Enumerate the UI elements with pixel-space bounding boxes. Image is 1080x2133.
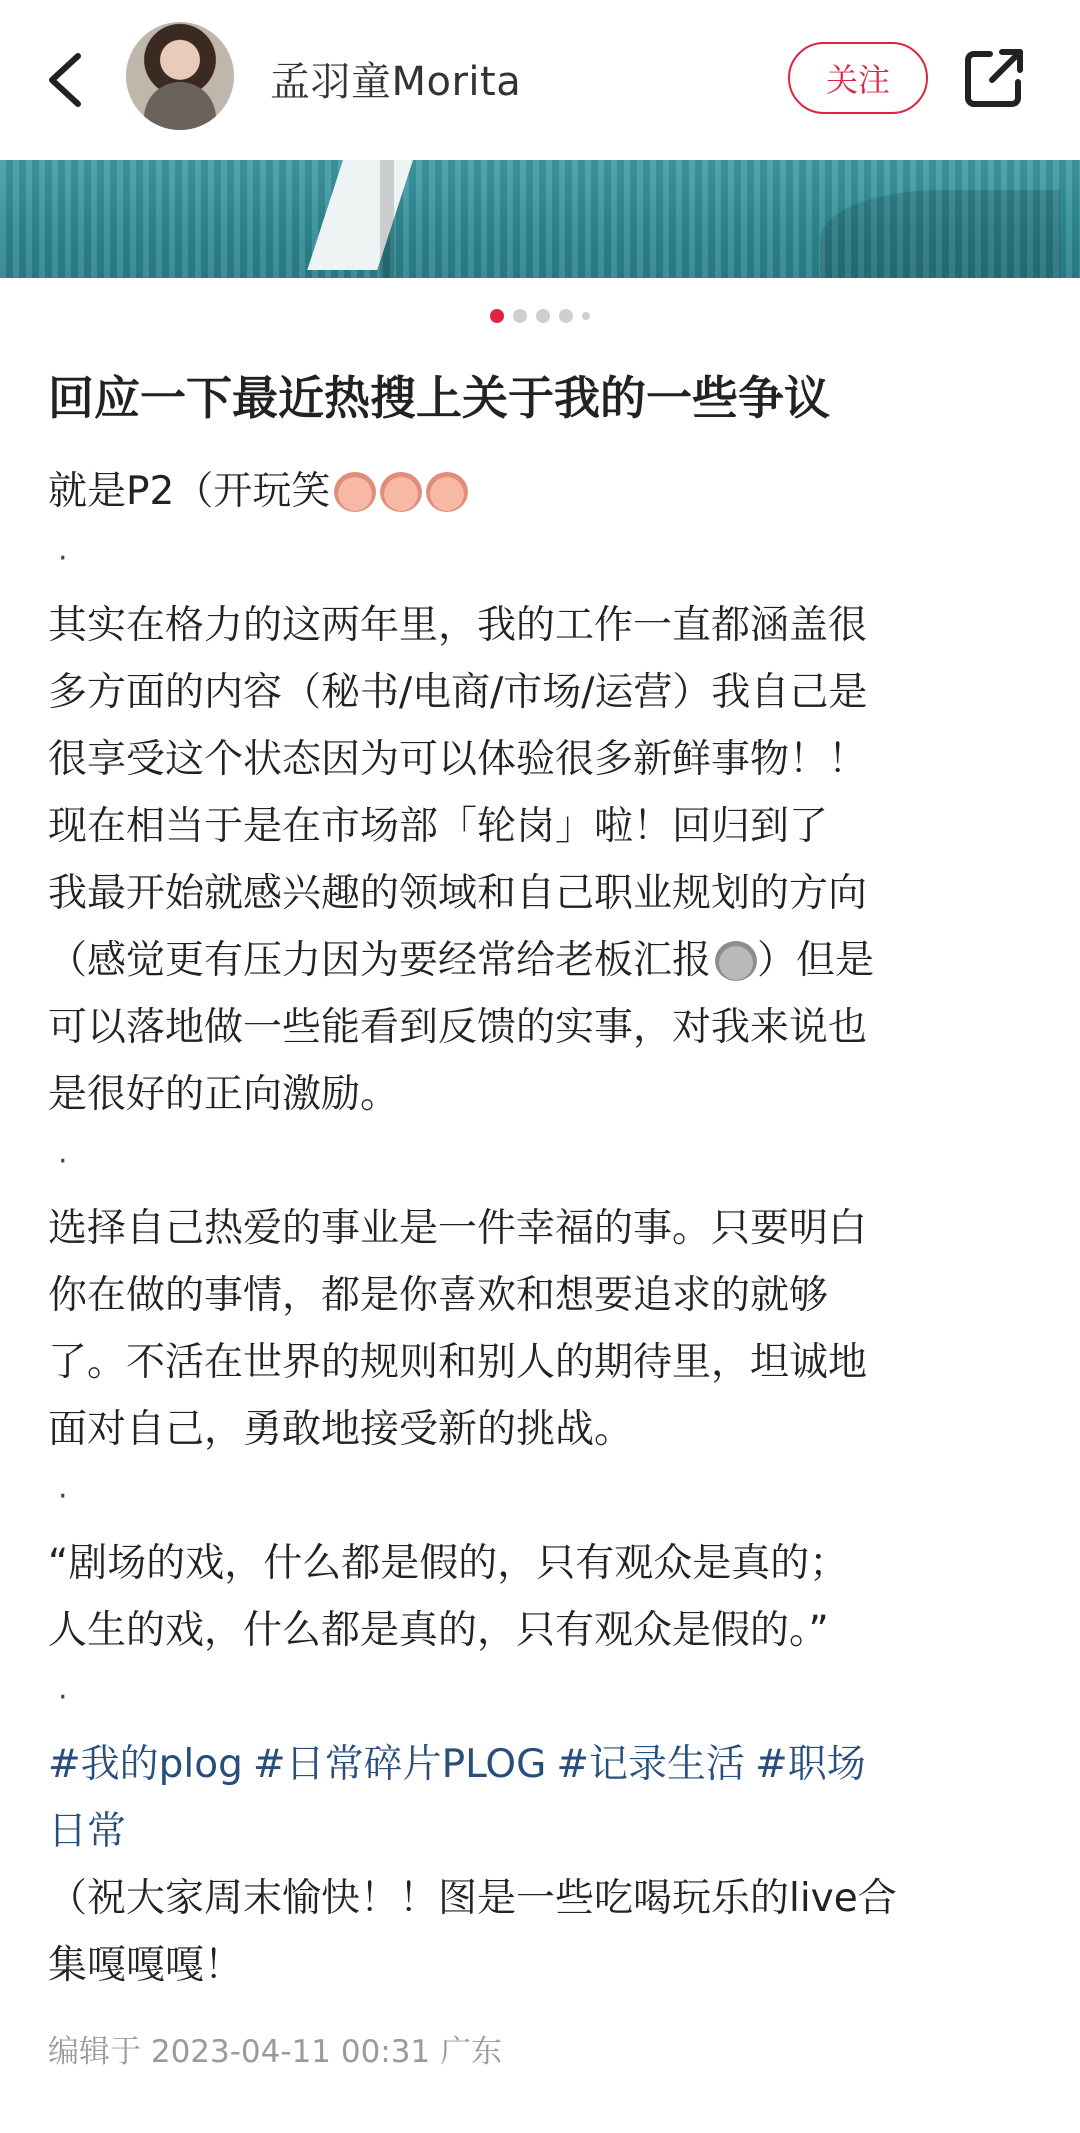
intro-line: 就是P2（开玩笑 bbox=[48, 458, 1038, 525]
emoji-icon bbox=[715, 941, 757, 981]
username[interactable]: 孟羽童Morita bbox=[270, 59, 522, 105]
carousel-indicator bbox=[0, 309, 1080, 323]
paragraph-line: 其实在格力的这两年里，我的工作一直都涵盖很 bbox=[48, 603, 868, 648]
post-body bbox=[48, 458, 1038, 1999]
separator: · bbox=[58, 541, 68, 576]
footer-note-line: 集嘎嘎嘎！ bbox=[48, 1943, 244, 1988]
top-bar bbox=[0, 0, 1080, 160]
hashtag-link[interactable]: 日常 bbox=[48, 1809, 127, 1854]
emoji-icon bbox=[334, 472, 376, 512]
carousel-dot[interactable] bbox=[582, 312, 590, 320]
quote-line: “剧场的戏，什么都是假的，只有观众是真的； bbox=[48, 1541, 849, 1586]
separator: · bbox=[58, 1680, 68, 1715]
carousel-dot-active[interactable] bbox=[490, 309, 504, 323]
post-title: 回应一下最近热搜上关于我的一些争议 bbox=[48, 371, 830, 425]
carousel-dot[interactable] bbox=[513, 309, 527, 323]
paragraph-line: 可以落地做一些能看到反馈的实事，对我来说也 bbox=[48, 1005, 868, 1050]
paragraph-line: 我最开始就感兴趣的领域和自己职业规划的方向 bbox=[48, 871, 868, 916]
paragraph-line: 多方面的内容（秘书/电商/市场/运营）我自己是 bbox=[48, 670, 868, 715]
carousel-dot[interactable] bbox=[559, 309, 573, 323]
post-image[interactable] bbox=[0, 160, 1080, 278]
paragraph-line: 现在相当于是在市场部「轮岗」啦！回归到了 bbox=[48, 804, 829, 849]
paragraph-line: 面对自己，勇敢地接受新的挑战。 bbox=[48, 1407, 634, 1452]
emoji-icon bbox=[426, 472, 468, 512]
hashtag-link[interactable]: #日常碎片PLOG bbox=[252, 1742, 547, 1787]
avatar[interactable] bbox=[126, 22, 234, 130]
footer-note-line: （祝大家周末愉快！！图是一些吃喝玩乐的live合 bbox=[48, 1876, 897, 1921]
paragraph-line: （感觉更有压力因为要经常给老板汇报 ）但是 bbox=[48, 938, 875, 983]
share-icon[interactable] bbox=[962, 46, 1026, 110]
quote-line: 人生的戏，什么都是真的，只有观众是假的。” bbox=[48, 1608, 829, 1653]
hashtag-link[interactable]: #职场 bbox=[755, 1742, 866, 1787]
emoji-icon bbox=[380, 472, 422, 512]
separator: · bbox=[58, 1144, 68, 1179]
edit-meta: 编辑于 2023-04-11 00:31 广东 bbox=[48, 2034, 503, 2070]
separator: · bbox=[58, 1479, 68, 1514]
carousel-dot[interactable] bbox=[536, 309, 550, 323]
follow-button[interactable]: 关注 bbox=[788, 42, 928, 114]
paragraph-line: 你在做的事情，都是你喜欢和想要追求的就够 bbox=[48, 1273, 829, 1318]
chevron-left-icon[interactable] bbox=[38, 48, 94, 112]
paragraph-line: 很享受这个状态因为可以体验很多新鲜事物！！ bbox=[48, 737, 868, 782]
hashtag-link[interactable]: #记录生活 bbox=[556, 1742, 746, 1787]
hashtags bbox=[48, 1731, 1038, 1865]
hashtag-link[interactable]: #我的plog bbox=[48, 1742, 243, 1787]
paragraph-line: 是很好的正向激励。 bbox=[48, 1072, 400, 1117]
paragraph-line: 选择自己热爱的事业是一件幸福的事。只要明白 bbox=[48, 1206, 868, 1251]
paragraph-line: 了。不活在世界的规则和别人的期待里，坦诚地 bbox=[48, 1340, 868, 1385]
